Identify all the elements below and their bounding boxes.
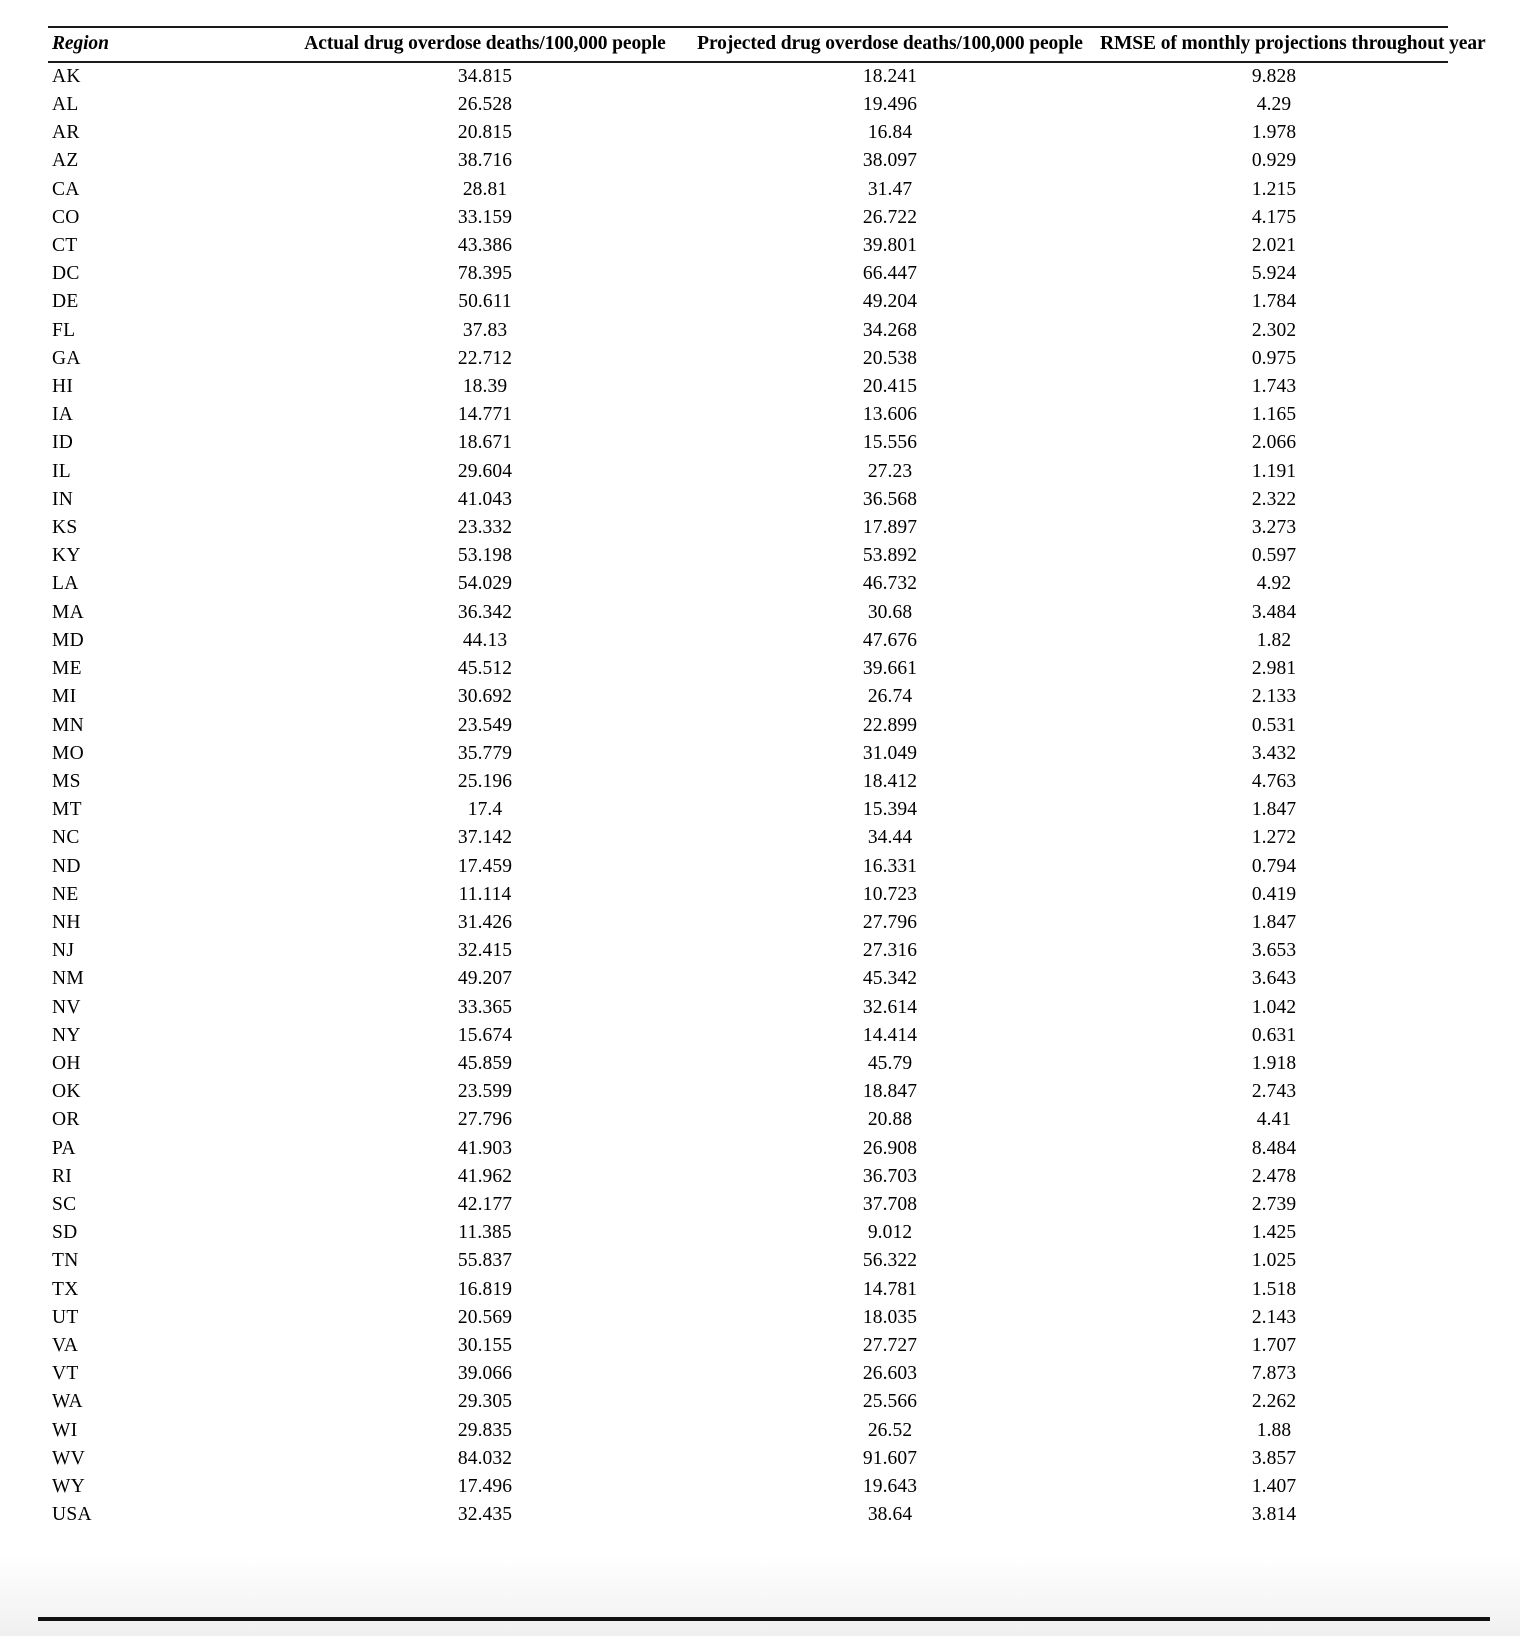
cell-rmse: 0.975 [1251,347,1297,369]
cell-actual: 43.386 [457,235,513,257]
table-row [48,1304,1448,1332]
cell-projected: 31.049 [862,742,918,764]
cell-rmse: 1.518 [1251,1278,1297,1300]
cell-projected: 32.614 [862,996,918,1018]
cell-region: KS [52,517,78,539]
cell-projected: 37.708 [862,1193,918,1215]
cell-projected: 31.47 [867,178,913,200]
cell-region: MA [52,601,85,623]
cell-region: VT [52,1363,79,1385]
cell-projected: 39.661 [862,658,918,680]
cell-actual: 53.198 [457,545,513,567]
cell-rmse: 1.707 [1251,1334,1297,1356]
table-row [48,1022,1448,1050]
table-header [48,27,1486,62]
cell-rmse: 2.302 [1251,319,1297,341]
cell-rmse: 4.92 [1256,573,1292,595]
cell-region: CO [52,206,80,228]
cell-region: TX [52,1278,79,1300]
table-row [48,176,1448,204]
table-row [48,147,1448,175]
table-row [48,1106,1448,1134]
table-row [48,937,1448,965]
cell-region: MO [52,742,85,764]
cell-rmse: 1.165 [1251,404,1297,426]
cell-actual: 30.692 [457,686,513,708]
table-row [48,317,1448,345]
cell-actual: 31.426 [457,911,513,933]
cell-rmse: 1.272 [1251,827,1297,849]
cell-rmse: 3.643 [1251,968,1297,990]
cell-rmse: 0.531 [1251,714,1297,736]
cell-projected: 14.414 [862,1024,918,1046]
cell-rmse: 1.88 [1256,1419,1292,1441]
cell-rmse: 1.847 [1251,799,1297,821]
cell-region: HI [52,376,74,398]
table-row [48,824,1448,852]
table-row [48,796,1448,824]
cell-rmse: 1.025 [1251,1250,1297,1272]
cell-projected: 30.68 [867,601,913,623]
cell-projected: 26.52 [867,1419,913,1441]
cell-rmse: 3.653 [1251,940,1297,962]
cell-region: ME [52,658,82,680]
cell-region: DE [52,291,79,313]
cell-region: WV [52,1447,86,1469]
overdose-statistics-table-container [48,26,1486,1529]
cell-actual: 39.066 [457,1363,513,1385]
column-header-region: Region [48,27,290,62]
cell-actual: 32.435 [457,1504,513,1526]
cell-actual: 37.142 [457,827,513,849]
table-row [48,627,1448,655]
table-row [48,288,1448,316]
cell-projected: 18.035 [862,1306,918,1328]
cell-region: NY [52,1024,81,1046]
table-row [48,655,1448,683]
cell-region: KY [52,545,81,567]
cell-rmse: 2.133 [1251,686,1297,708]
cell-projected: 17.897 [862,517,918,539]
cell-projected: 16.84 [867,122,913,144]
cell-actual: 41.043 [457,488,513,510]
cell-region: NC [52,827,80,849]
cell-region: OK [52,1081,81,1103]
table-row [48,1247,1448,1275]
cell-projected: 49.204 [862,291,918,313]
cell-region: NJ [52,940,75,962]
cell-projected: 47.676 [862,629,918,651]
table-row [48,260,1448,288]
cell-projected: 19.643 [862,1475,918,1497]
cell-projected: 91.607 [862,1447,918,1469]
table-row [48,1078,1448,1106]
table-bottom-rule [38,1617,1490,1621]
cell-region: ND [52,855,81,877]
table-row [48,909,1448,937]
cell-rmse: 4.41 [1256,1109,1292,1131]
table-row [48,1445,1448,1473]
cell-region: IA [52,404,74,426]
table-row [48,204,1448,232]
cell-actual: 32.415 [457,940,513,962]
table-row [48,429,1448,457]
cell-actual: 38.716 [457,150,513,172]
cell-projected: 66.447 [862,263,918,285]
cell-actual: 17.459 [457,855,513,877]
cell-region: PA [52,1137,76,1159]
cell-region: AZ [52,150,79,172]
cell-projected: 46.732 [862,573,918,595]
cell-rmse: 2.322 [1251,488,1297,510]
cell-actual: 33.159 [457,206,513,228]
cell-projected: 45.342 [862,968,918,990]
cell-projected: 53.892 [862,545,918,567]
cell-projected: 39.801 [862,235,918,257]
table-row [48,768,1448,796]
cell-region: OH [52,1052,81,1074]
cell-rmse: 2.478 [1251,1165,1297,1187]
column-header-actual-deaths: Actual drug overdose deaths/100,000 people [290,27,680,62]
table-row [48,1388,1448,1416]
cell-rmse: 7.873 [1251,1363,1297,1385]
cell-actual: 17.496 [457,1475,513,1497]
cell-projected: 56.322 [862,1250,918,1272]
cell-actual: 35.779 [457,742,513,764]
table-row [48,345,1448,373]
cell-rmse: 2.981 [1251,658,1297,680]
cell-region: CT [52,235,78,257]
cell-rmse: 1.82 [1256,629,1292,651]
cell-rmse: 1.978 [1251,122,1297,144]
cell-actual: 50.611 [458,291,512,313]
table-row [48,1360,1448,1388]
cell-actual: 55.837 [457,1250,513,1272]
cell-region: WY [52,1475,86,1497]
cell-projected: 34.44 [867,827,913,849]
table-row [48,1191,1448,1219]
table-row [48,683,1448,711]
page-bottom-gradient [0,1556,1520,1636]
cell-region: MS [52,770,81,792]
cell-actual: 27.796 [457,1109,513,1131]
cell-actual: 25.196 [457,770,513,792]
cell-actual: 42.177 [457,1193,513,1215]
cell-rmse: 3.484 [1251,601,1297,623]
cell-region: GA [52,347,81,369]
cell-rmse: 1.425 [1251,1222,1297,1244]
table-body [48,62,1448,1530]
cell-region: WI [52,1419,78,1441]
cell-projected: 38.097 [862,150,918,172]
cell-region: IN [52,488,74,510]
cell-actual: 29.835 [457,1419,513,1441]
table-row [48,119,1448,147]
cell-rmse: 8.484 [1251,1137,1297,1159]
overdose-statistics-table [48,26,1486,1529]
cell-rmse: 2.066 [1251,432,1297,454]
cell-region: NH [52,911,81,933]
table-row [48,232,1448,260]
table-row [48,853,1448,881]
cell-actual: 44.13 [462,629,508,651]
table-row [48,1135,1448,1163]
cell-actual: 11.114 [458,883,512,905]
cell-projected: 38.64 [867,1504,913,1526]
column-header-projected-deaths: Projected drug overdose deaths/100,000 people [680,27,1100,62]
cell-actual: 23.332 [457,517,513,539]
table-header-row [48,27,1448,62]
cell-rmse: 4.763 [1251,770,1297,792]
table-row [48,1163,1448,1191]
cell-projected: 18.847 [862,1081,918,1103]
table-row [48,458,1448,486]
cell-actual: 34.815 [457,65,513,87]
cell-actual: 17.4 [467,799,503,821]
cell-projected: 27.23 [867,460,913,482]
cell-rmse: 1.743 [1251,376,1297,398]
cell-rmse: 1.847 [1251,911,1297,933]
cell-projected: 20.415 [862,376,918,398]
cell-projected: 9.012 [867,1222,913,1244]
cell-projected: 27.796 [862,911,918,933]
table-row [48,486,1448,514]
cell-region: NV [52,996,81,1018]
cell-region: VA [52,1334,79,1356]
cell-actual: 37.83 [462,319,508,341]
cell-actual: 20.815 [457,122,513,144]
cell-region: CA [52,178,80,200]
cell-region: MI [52,686,77,708]
cell-actual: 22.712 [457,347,513,369]
cell-region: NM [52,968,85,990]
cell-region: MT [52,799,82,821]
cell-actual: 14.771 [457,404,513,426]
table-row [48,91,1448,119]
cell-actual: 78.395 [457,263,513,285]
cell-projected: 25.566 [862,1391,918,1413]
cell-actual: 45.859 [457,1052,513,1074]
cell-projected: 27.316 [862,940,918,962]
cell-rmse: 4.29 [1256,94,1292,116]
table-row [48,1417,1448,1445]
cell-rmse: 9.828 [1251,65,1297,87]
cell-actual: 41.962 [457,1165,513,1187]
cell-projected: 15.556 [862,432,918,454]
table-row [48,1473,1448,1501]
table-row [48,1332,1448,1360]
cell-actual: 23.549 [457,714,513,736]
cell-actual: 20.569 [457,1306,513,1328]
cell-projected: 45.79 [867,1052,913,1074]
cell-rmse: 3.273 [1251,517,1297,539]
cell-rmse: 0.631 [1251,1024,1297,1046]
cell-actual: 15.674 [457,1024,513,1046]
cell-region: AL [52,94,79,116]
column-header-rmse: RMSE of monthly projections throughout year [1100,27,1448,62]
cell-actual: 36.342 [457,601,513,623]
cell-actual: 49.207 [457,968,513,990]
cell-projected: 18.412 [862,770,918,792]
cell-projected: 34.268 [862,319,918,341]
cell-actual: 30.155 [457,1334,513,1356]
table-row [48,881,1448,909]
table-row [48,1501,1448,1529]
cell-rmse: 1.407 [1251,1475,1297,1497]
table-row [48,965,1448,993]
cell-actual: 33.365 [457,996,513,1018]
cell-projected: 14.781 [862,1278,918,1300]
table-row [48,1219,1448,1247]
cell-rmse: 1.918 [1251,1052,1297,1074]
cell-actual: 18.671 [457,432,513,454]
cell-actual: 41.903 [457,1137,513,1159]
cell-projected: 26.74 [867,686,913,708]
cell-actual: 28.81 [462,178,508,200]
cell-region: AK [52,65,81,87]
cell-projected: 36.568 [862,488,918,510]
cell-rmse: 0.794 [1251,855,1297,877]
table-row [48,570,1448,598]
cell-rmse: 1.191 [1251,460,1297,482]
cell-actual: 11.385 [458,1222,512,1244]
cell-region: FL [52,319,76,341]
table-row [48,373,1448,401]
cell-actual: 26.528 [457,94,513,116]
cell-region: ID [52,432,74,454]
cell-rmse: 3.814 [1251,1504,1297,1526]
cell-region: OR [52,1109,80,1131]
table-row [48,599,1448,627]
cell-projected: 13.606 [862,404,918,426]
cell-rmse: 3.857 [1251,1447,1297,1469]
cell-rmse: 2.739 [1251,1193,1297,1215]
table-row [48,514,1448,542]
cell-actual: 45.512 [457,658,513,680]
cell-rmse: 4.175 [1251,206,1297,228]
cell-projected: 22.899 [862,714,918,736]
cell-region: WA [52,1391,83,1413]
cell-actual: 29.305 [457,1391,513,1413]
cell-region: MN [52,714,85,736]
cell-actual: 18.39 [462,376,508,398]
cell-projected: 15.394 [862,799,918,821]
cell-rmse: 0.419 [1251,883,1297,905]
cell-projected: 27.727 [862,1334,918,1356]
table-row [48,712,1448,740]
cell-projected: 18.241 [862,65,918,87]
table-row [48,740,1448,768]
cell-actual: 29.604 [457,460,513,482]
cell-region: SC [52,1193,77,1215]
cell-region: NE [52,883,79,905]
cell-rmse: 2.262 [1251,1391,1297,1413]
cell-region: USA [52,1504,92,1526]
cell-region: LA [52,573,79,595]
cell-actual: 16.819 [457,1278,513,1300]
table-row [48,1050,1448,1078]
cell-projected: 16.331 [862,855,918,877]
cell-projected: 26.722 [862,206,918,228]
cell-rmse: 0.597 [1251,545,1297,567]
cell-rmse: 3.432 [1251,742,1297,764]
cell-rmse: 1.042 [1251,996,1297,1018]
cell-region: AR [52,122,80,144]
cell-region: RI [52,1165,73,1187]
cell-actual: 84.032 [457,1447,513,1469]
cell-region: SD [52,1222,78,1244]
cell-projected: 20.538 [862,347,918,369]
cell-rmse: 5.924 [1251,263,1297,285]
cell-rmse: 1.215 [1251,178,1297,200]
cell-rmse: 2.743 [1251,1081,1297,1103]
cell-region: IL [52,460,72,482]
cell-actual: 23.599 [457,1081,513,1103]
cell-region: UT [52,1306,79,1328]
table-row [48,994,1448,1022]
cell-region: TN [52,1250,79,1272]
cell-region: DC [52,263,80,285]
cell-projected: 10.723 [862,883,918,905]
table-row [48,401,1448,429]
cell-rmse: 2.021 [1251,235,1297,257]
cell-rmse: 2.143 [1251,1306,1297,1328]
cell-projected: 19.496 [862,94,918,116]
cell-rmse: 0.929 [1251,150,1297,172]
table-row [48,542,1448,570]
cell-projected: 36.703 [862,1165,918,1187]
cell-projected: 26.908 [862,1137,918,1159]
cell-rmse: 1.784 [1251,291,1297,313]
cell-region: MD [52,629,85,651]
cell-actual: 54.029 [457,573,513,595]
cell-projected: 20.88 [867,1109,913,1131]
cell-projected: 26.603 [862,1363,918,1385]
table-row [48,1276,1448,1304]
table-row [48,62,1448,91]
